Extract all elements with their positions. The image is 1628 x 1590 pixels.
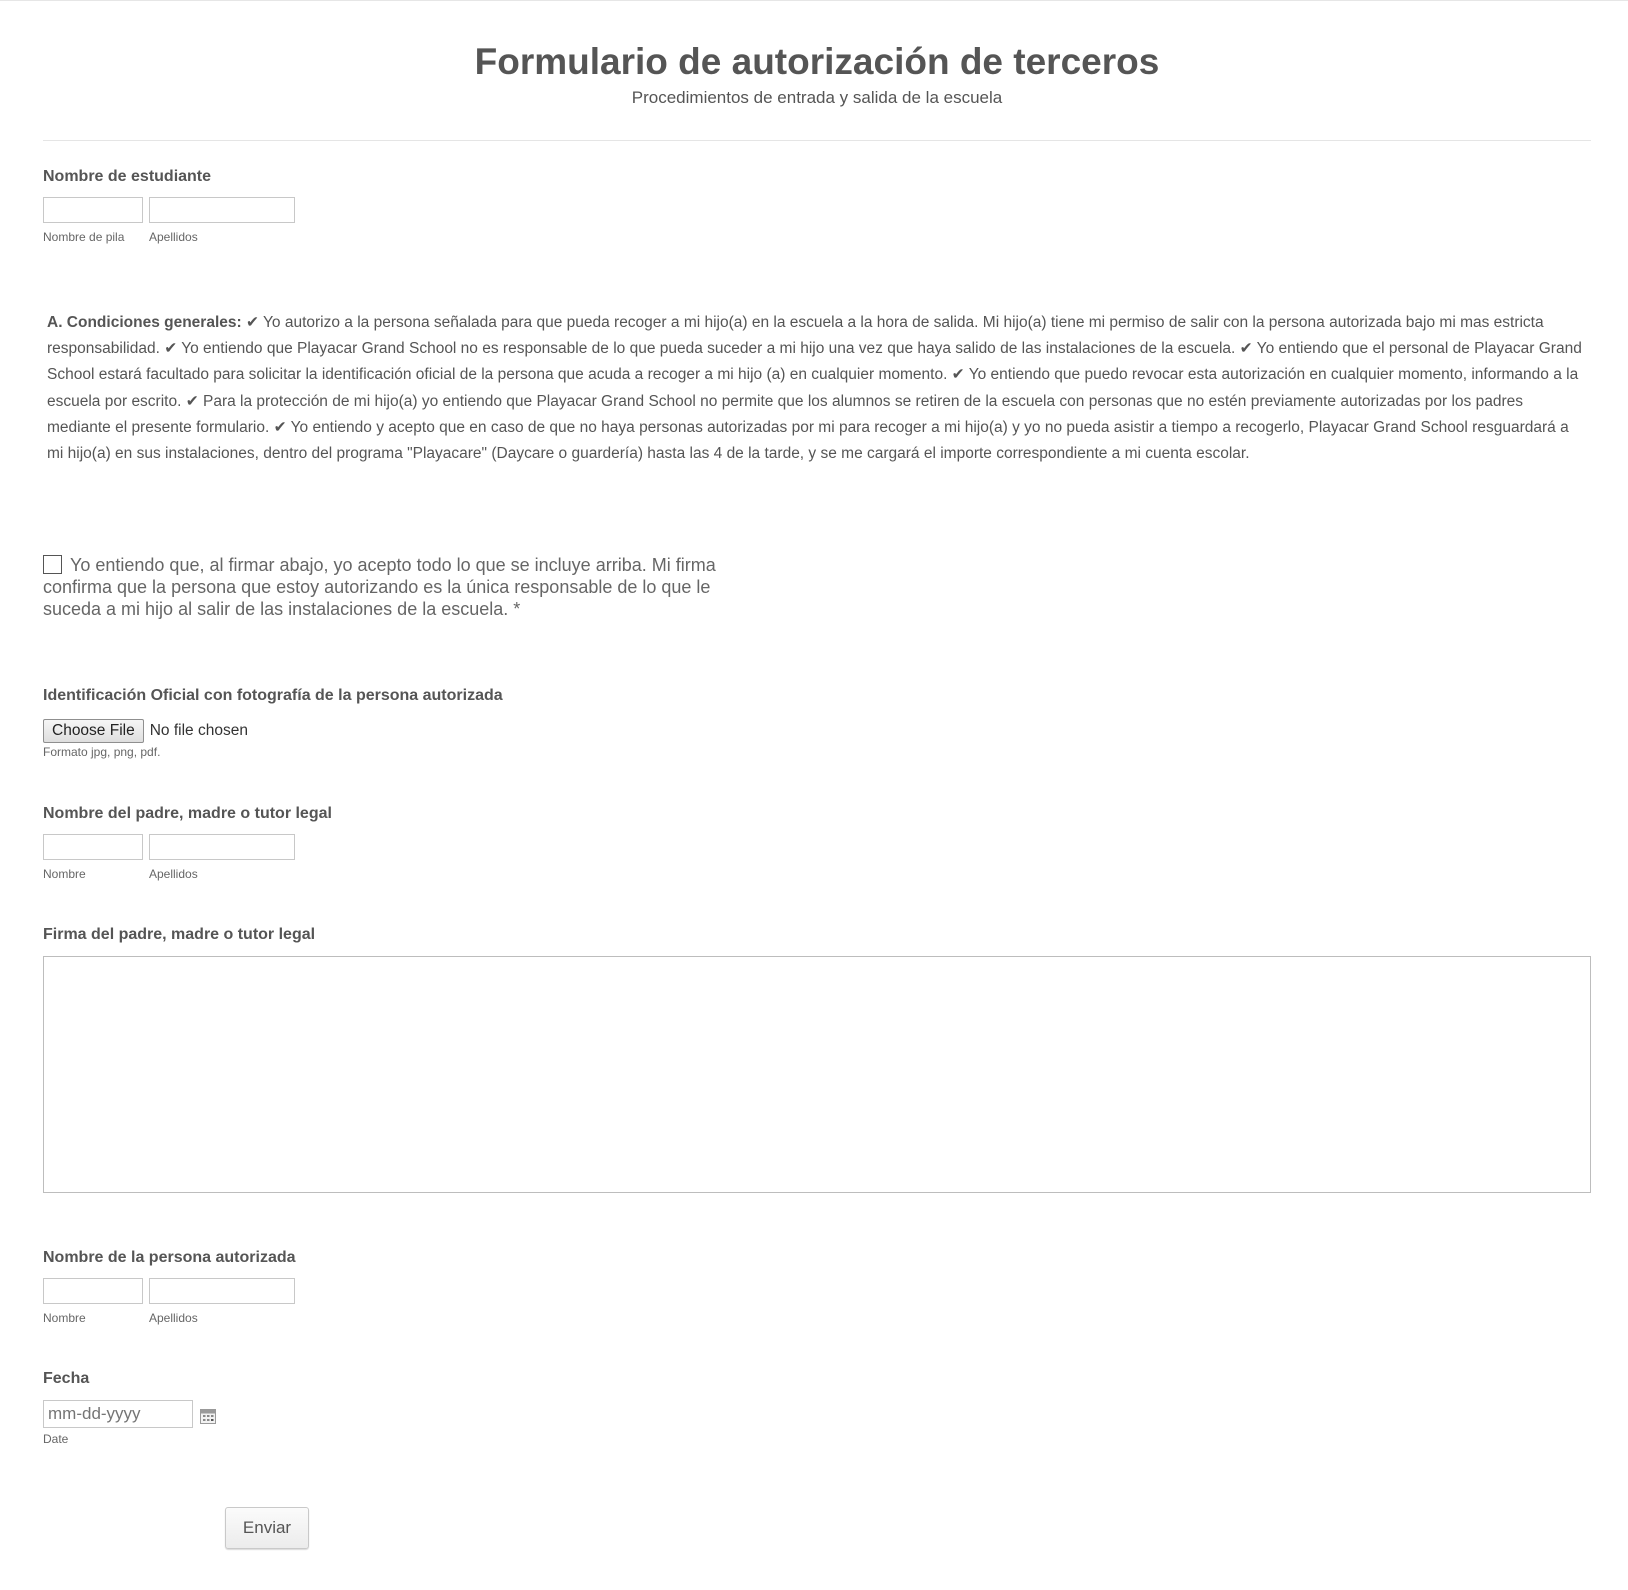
general-conditions-text [47, 310, 1587, 467]
form-header [43, 38, 1591, 109]
authorized-person-label: Nombre de la persona autorizada [43, 1249, 296, 1266]
choose-file-button[interactable]: Choose File [43, 719, 144, 743]
agreement-text: Yo entiendo que, al firmar abajo, yo acepto todo lo que se incluye arriba. Mi firma confirma que la persona que estoy autorizando es la única responsable de lo que le suceda a mi hijo al salir de las instalaciones de la escuela. [43, 555, 716, 619]
agreement-checkbox[interactable] [43, 555, 62, 574]
signature-label: Firma del padre, madre o tutor legal [43, 926, 316, 943]
id-upload-label: Identificación Oficial con fotografía de la persona autorizada [43, 687, 503, 704]
parent-last-name-sublabel: Apellidos [149, 867, 198, 881]
authorized-first-name-input[interactable] [43, 1278, 143, 1304]
parent-last-name-input[interactable] [149, 834, 295, 860]
signature-pad[interactable] [43, 956, 1591, 1193]
agreement-checkbox-field [43, 554, 723, 620]
authorized-last-name-input[interactable] [149, 1278, 295, 1304]
parent-name-label: Nombre del padre, madre o tutor legal [43, 805, 332, 822]
student-name-label: Nombre de estudiante [43, 168, 212, 185]
date-label: Fecha [43, 1370, 90, 1387]
date-sublabel: Date [43, 1432, 69, 1446]
conditions-body: ✔ Yo autorizo a la persona señalada para que pueda recoger a mi hijo(a) en la escuela a la hora de salida. Mi hijo(a) tiene mi permiso de salir con la persona autorizada bajo mi mas estricta responsabilidad. ✔ Yo entiendo que Playacar Grand School no es responsable de lo que pueda suceder a mi hijo una vez que haya salido de las instalaciones de la escuela. ✔ Yo entiendo que el personal de Playacar Grand School estará facultado para solicitar la identificación oficial de la persona que acuda a recoger a mi hijo (a) en cualquier momento. ✔ Yo entiendo que puedo revocar esta autorización en cualquier momento, informando a la escuela por escrito. ✔ Para la protección de mi hijo(a) yo entiendo que Playacar Grand School no permite que los alumnos se retiren de la escuela con personas que no estén previamente autorizadas por los padres mediante el presente formulario. ✔ Yo entiendo y acepto que en caso de que no haya personas autorizadas por mi para recoger a mi hijo(a) y yo no pueda asistir a tiempo a recogerlo, Playacar Grand School resguardará a mi hijo(a) en sus instalaciones, dentro del programa "Playacare" (Daycare o guardería) hasta las 4 de la tarde, y se me cargará el importe correspondiente a mi cuenta escolar. [47, 314, 1582, 463]
form-subtitle: Procedimientos de entrada y salida de la escuela [631, 88, 1003, 107]
parent-first-name-sublabel: Nombre [43, 867, 86, 881]
submit-button[interactable]: Enviar [225, 1507, 309, 1549]
date-input[interactable] [43, 1400, 193, 1428]
student-last-name-input[interactable] [149, 197, 295, 223]
header-divider [43, 140, 1591, 141]
student-first-name-input[interactable] [43, 197, 143, 223]
parent-first-name-input[interactable] [43, 834, 143, 860]
file-format-hint: Formato jpg, png, pdf. [43, 745, 161, 759]
authorized-first-name-sublabel: Nombre [43, 1311, 86, 1325]
student-last-name-sublabel: Apellidos [149, 230, 198, 244]
student-first-name-sublabel: Nombre de pila [43, 230, 125, 244]
authorized-last-name-sublabel: Apellidos [149, 1311, 198, 1325]
calendar-icon[interactable] [200, 1408, 216, 1424]
form-title: Formulario de autorización de terceros [474, 41, 1160, 82]
file-upload-control [43, 719, 248, 743]
required-asterisk: * [508, 599, 521, 619]
top-border [0, 0, 1628, 1]
file-status-text: No file chosen [149, 722, 248, 739]
conditions-heading: A. Condiciones generales: [47, 314, 242, 331]
